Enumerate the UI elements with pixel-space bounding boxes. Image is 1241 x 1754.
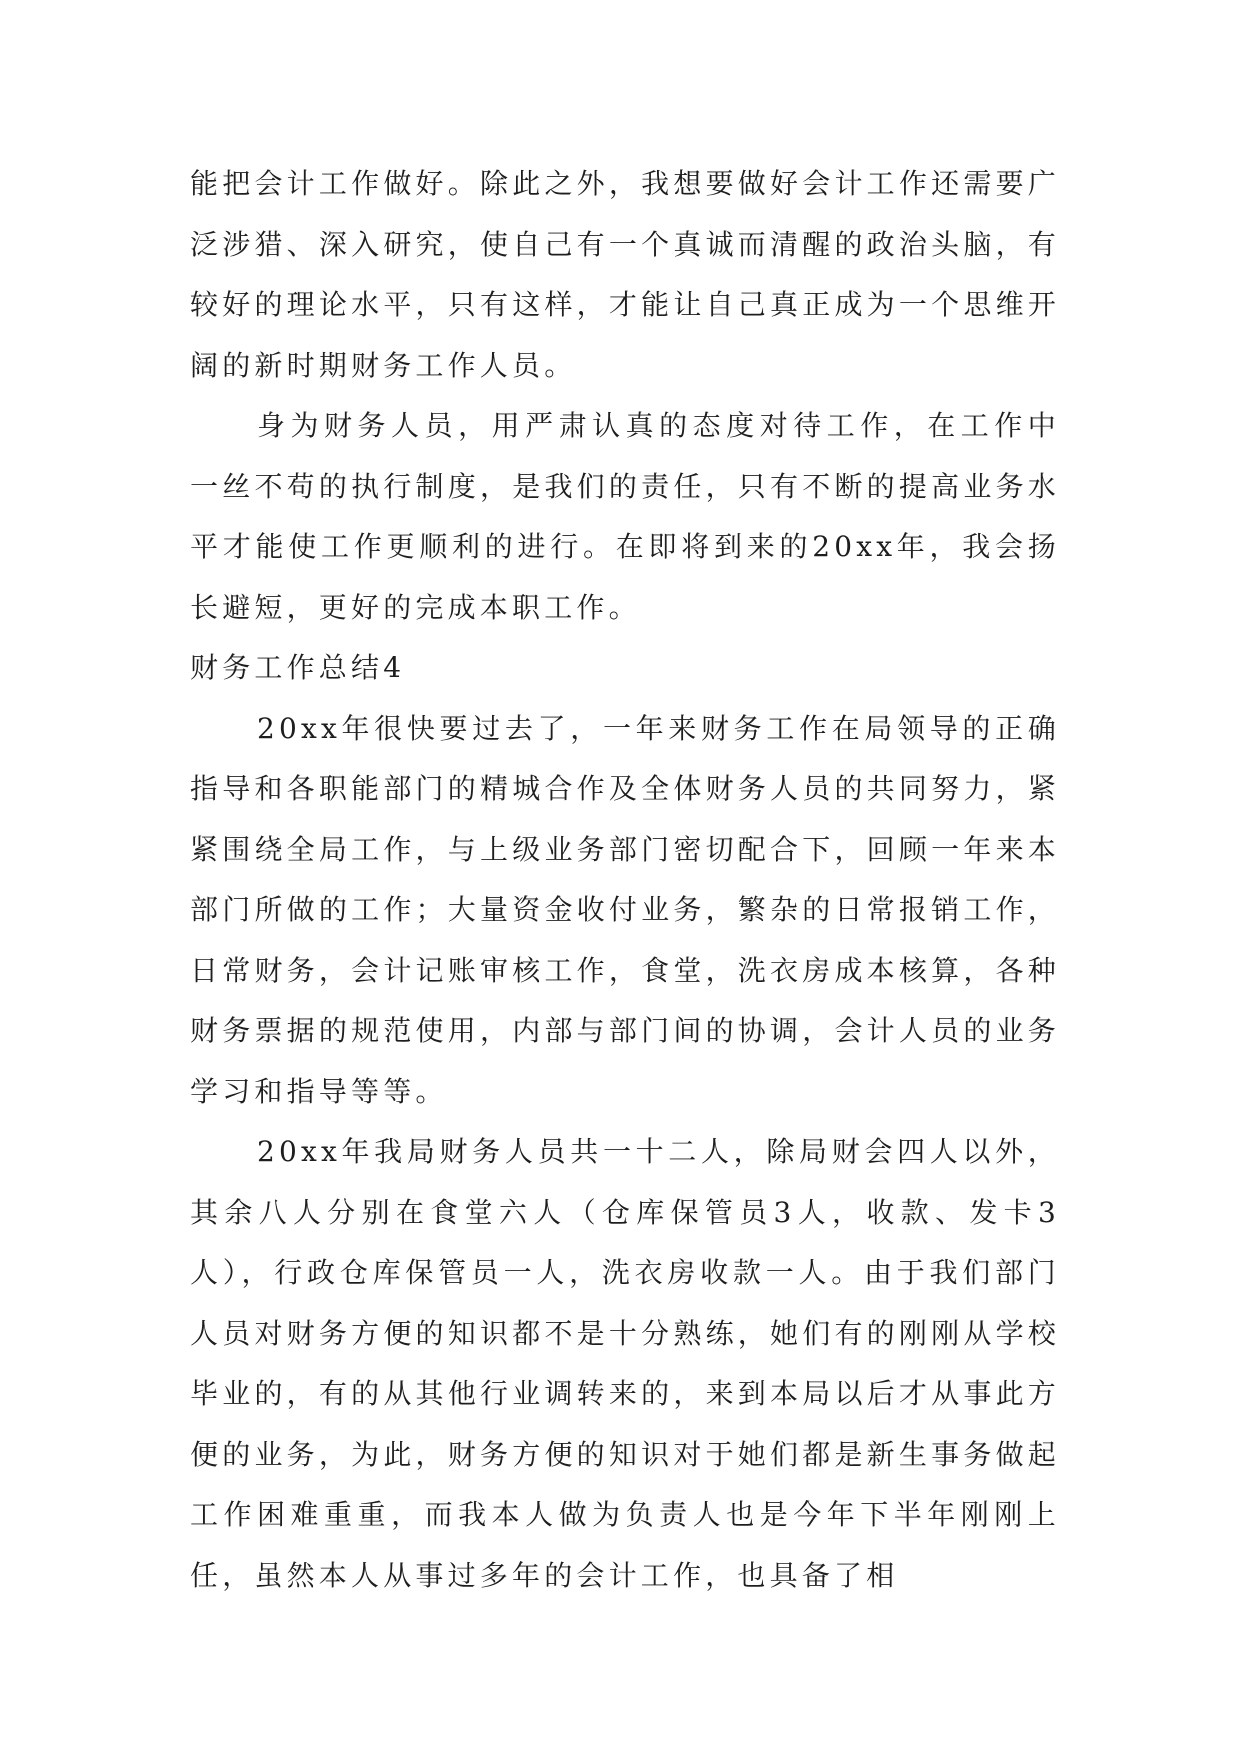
document-body bbox=[190, 154, 1060, 1606]
paragraph-staff: 20xx年我局财务人员共一十二人，除局财会四人以外，其余八人分别在食堂六人（仓库保管员3人，收款、发卡3人），行政仓库保管员一人，洗衣房收款一人。由于我们部门人员对财务方便的知识都不是十分熟练，她们有的刚刚从学校毕业的，有的从其他行业调转来的，来到本局以后才从事此方便的业务，为此，财务方便的知识对于她们都是新生事务做起工作困难重重，而我本人做为负责人也是今年下半年刚刚上任，虽然本人从事过多年的会计工作，也具备了相 bbox=[190, 1135, 1060, 1592]
paragraph-year-review: 20xx年很快要过去了，一年来财务工作在局领导的正确指导和各职能部门的精城合作及全体财务人员的共同努力，紧紧围绕全局工作，与上级业务部门密切配合下，回顾一年来本部门所做的工作；大量资金收付业务，繁杂的日常报销工作，日常财务，会计记账审核工作，食堂，洗衣房成本核算，各种财务票据的规范使用，内部与部门间的协调，会计人员的业务学习和指导等等。 bbox=[190, 711, 1060, 1108]
section-heading: 财务工作总结4 bbox=[190, 651, 406, 684]
paragraph-attitude: 身为财务人员，用严肃认真的态度对待工作，在工作中一丝不苟的执行制度，是我们的责任，只有不断的提高业务水平才能使工作更顺利的进行。在即将到来的20xx年，我会扬长避短，更好的完成本职工作。 bbox=[190, 409, 1060, 624]
paragraph-continuation: 能把会计工作做好。除此之外，我想要做好会计工作还需要广泛涉猎、深入研究，使自己有一个真诚而清醒的政治头脑，有较好的理论水平，只有这样，才能让自己真正成为一个思维开阔的新时期财务工作人员。 bbox=[190, 167, 1060, 382]
